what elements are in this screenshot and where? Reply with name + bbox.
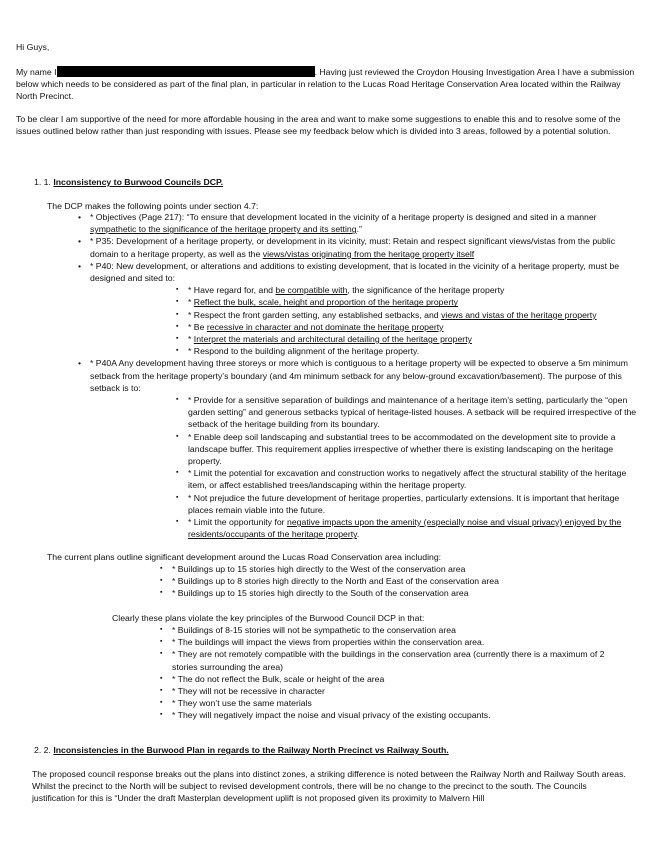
list-item-p40a: • * P40A Any development having three storeys or more which is contiguous to a heritage property will be expected to observe a 5m minimum setback from the heritage property’s boundary (and 4m minimum setback for any below-ground excavation/basement). The purpose of this setback is to: ▪ * Provide for a sensitive separation of buildings and maintenance of a heritage item’s setting, particularly the “open garden setting” and generous setbacks typical of heritage-listed houses. A setback will be required irrespective of the setback of the heritage building from its boundary. ▪ * Enable deep soil landscaping and substantial trees to be accommodated on the development site to provide a landscape buffer. This requirement applies irrespective of whether there is existing landscaping on the heritage property. ▪ * Limit the potential for excavation and construction works to negatively affect the structural stability of the heritage item, or affect established trees/landscaping within the heritage property. ▪ * Not prejudice the future development of heritage properties, particularly extensions. It is important that heritage places remain viable into the future. ▪ * Limit the opportunity for negative impacts upon the amenity (especially noise and visual privacy) enjoyed by the residents/occupants of the heritage property. <box>74 357 642 540</box>
list-item: ▪ * Enable deep soil landscaping and substantial trees to be accommodated on the development site to provide a landscape buffer. This requirement applies irrespective of whether there is existing landscaping on the heritage property. <box>174 431 642 468</box>
list-item: ▪ * The buildings will impact the views from properties within the conservation area. <box>158 636 632 648</box>
list-item: ▪ * Provide for a sensitive separation of buildings and maintenance of a heritage item’s setting, particularly the “open garden setting” and generous setbacks typical of heritage-listed houses. A setback will be required irrespective of the setback of the heritage building from its boundary. <box>174 394 642 431</box>
list-item: ▪ * Not prejudice the future development of heritage properties, particularly extensions. It is important that heritage places remain viable into the future. <box>174 492 642 516</box>
p40a-sublist <box>174 394 642 540</box>
list-item: ▪ * Reflect the bulk, scale, height and proportion of the heritage property <box>174 296 642 308</box>
supportive-paragraph: To be clear I am supportive of the need for more affordable housing in the area and want to make some suggestions to enable this and to resolve some of the issues outlined below rather than just responding with issues. Please see my feedback below which is divided into 3 areas, followed by a potential solution. <box>16 114 621 137</box>
list-item: ▪ * They are not remotely compatible with the buildings in the conservation area (currently there is a maximum of 2 stories surrounding the area) <box>158 648 632 672</box>
list-item: ▪ * Respect the front garden setting, any established setbacks, and views and vistas of the heritage property <box>174 309 642 321</box>
list-item: ▪ * Have regard for, and be compatible with, the significance of the heritage property <box>174 284 642 296</box>
redacted-name <box>57 66 315 77</box>
violations-list <box>158 624 632 722</box>
dcp-points-list <box>74 211 642 540</box>
current-plans-lead: The current plans outline significant development around the Lucas Road Conservation area including: <box>47 552 442 562</box>
intro-paragraph: My name I . Having just reviewed the Croydon Housing Investigation Area I have a submission below which needs to be considered as part of the final plan, in particular in relation to the Lucas Road Heritage Conservation Area located within the Railway North Precinct. <box>16 67 635 102</box>
list-item: ▪ * They will negatively impact the noise and visual privacy of the existing occupants. <box>158 709 632 721</box>
greeting: Hi Guys, <box>16 42 50 52</box>
list-item-p35: • * P35: Development of a heritage property, or development in its vicinity, must: Retain and respect significant views/vistas from the public domain to a heritage property, as well as the views/vistas originating from the heritage property itself <box>74 235 642 259</box>
list-item: ▪ * Be recessive in character and not dominate the heritage property <box>174 321 642 333</box>
list-item: ▪ * Buildings up to 8 stories high directly to the North and East of the conservation area <box>158 575 638 587</box>
list-item: ▪ * Buildings up to 15 stories high directly to the South of the conservation area <box>158 587 638 599</box>
list-item-objectives: • * Objectives (Page 217): “To ensure that development located in the vicinity of a heritage property is designed and sited in a manner sympathetic to the significance of the heritage property and its setting.” <box>74 211 642 235</box>
list-item: ▪ * Limit the opportunity for negative impacts upon the amenity (especially noise and visual privacy) enjoyed by the residents/occupants of the heritage property. <box>174 516 642 540</box>
section2-heading: 2. 2. Inconsistencies in the Burwood Plan in regards to the Railway North Precinct vs Railway South. <box>34 745 449 755</box>
dcp-lead: The DCP makes the following points under section 4.7: <box>47 201 259 211</box>
list-item: ▪ * They won’t use the same materials <box>158 697 632 709</box>
current-plans-list <box>158 563 638 600</box>
section2-body: The proposed council response breaks out the plans into distinct zones, a striking difference is noted between the Railway North and Railway South areas. Whilst the precinct to the North will be subject to revised development controls, there will be no change to the precinct to the south. The Councils justification for this is “Under the draft Masterplan development uplift is not proposed given its proximity to Malvern Hill <box>32 769 626 804</box>
list-item: ▪ * Buildings of 8-15 stories will not be sympathetic to the conservation area <box>158 624 632 636</box>
list-item: ▪ * Buildings up to 15 stories high directly to the West of the conservation area <box>158 563 638 575</box>
section1-heading: 1. 1. Inconsistency to Burwood Councils DCP. <box>34 177 224 187</box>
list-item: ▪ * Interpret the materials and architectural detailing of the heritage property <box>174 333 642 345</box>
p40-sublist <box>174 284 642 357</box>
violations-lead: Clearly these plans violate the key principles of the Burwood Council DCP in that: <box>112 613 425 623</box>
list-item: ▪ * Respond to the building alignment of the heritage property. <box>174 345 642 357</box>
list-item-p40: • * P40: New development, or alterations and additions to existing development, that is located in the vicinity of a heritage property, must be designed and sited to: ▪ * Have regard for, and be compatible with, the significance of the heritage property ▪ * Reflect the bulk, scale, height and proportion of the heritage property ▪ * Respect the front garden setting, any established setbacks, and views and vistas of the heritage property ▪ * Be recessive in character and not dominate the heritage property ▪ * Interpret the materials and architectural detailing of the heritage property ▪ * Respond to the building alignment of the heritage property. <box>74 260 642 358</box>
list-item: ▪ * The do not reflect the Bulk, scale or height of the area <box>158 673 632 685</box>
list-item: ▪ * Limit the potential for excavation and construction works to negatively affect the structural stability of the heritage item, or affect established trees/landscaping within the heritage property. <box>174 467 642 491</box>
list-item: ▪ * They will not be recessive in character <box>158 685 632 697</box>
